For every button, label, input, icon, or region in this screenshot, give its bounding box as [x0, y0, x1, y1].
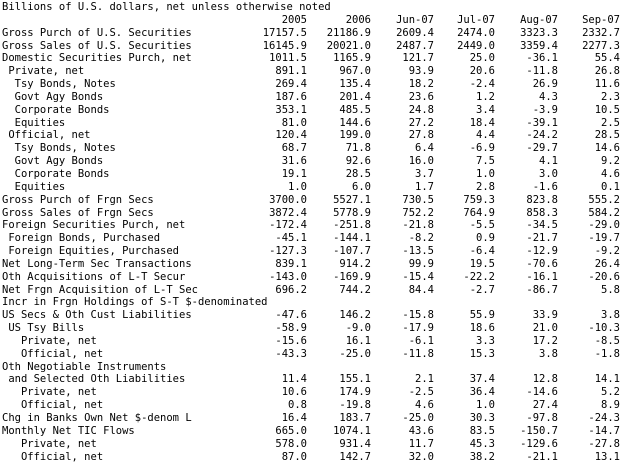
row-label: US Secs & Oth Cust Liabilities	[2, 309, 192, 322]
row-label: Govt Agy Bonds	[2, 155, 104, 168]
value-cell: 10.5	[594, 103, 620, 116]
value-cell: 14.1	[594, 373, 620, 386]
value-cell: -29.0	[588, 219, 620, 232]
value-cell: 28.5	[345, 167, 371, 180]
value-cell: -3.9	[532, 103, 558, 116]
value-cell: 68.7	[281, 142, 307, 155]
row-label: Tsy Bonds, Notes	[2, 142, 116, 155]
table-row	[2, 91, 620, 104]
table-row	[2, 284, 620, 297]
value-cell: 20.6	[469, 65, 495, 78]
column-header: 2005	[281, 13, 307, 26]
value-cell: 99.9	[408, 257, 434, 270]
value-cell: 183.7	[339, 412, 371, 424]
value-cell: -58.9	[275, 322, 307, 335]
value-cell: -107.7	[333, 245, 371, 258]
value-cell: 15.3	[469, 347, 495, 360]
value-cell: -16.1	[526, 270, 558, 283]
value-cell: 45.3	[469, 437, 495, 450]
value-cell: 87.0	[281, 450, 307, 463]
value-cell: 8.9	[601, 399, 620, 412]
value-cell: -13.5	[402, 245, 434, 258]
value-cell: 4.1	[539, 155, 558, 168]
row-label: Official, net	[2, 129, 91, 142]
column-header: 2006	[345, 13, 371, 26]
value-cell: -8.5	[594, 334, 620, 347]
table-row	[2, 207, 620, 220]
value-cell: 16.0	[408, 155, 434, 168]
value-cell: 4.4	[476, 129, 495, 142]
value-cell: 84.4	[408, 283, 434, 296]
tic-flows-table	[2, 14, 620, 464]
value-cell: 3.4	[476, 103, 495, 116]
value-cell: 3.8	[539, 347, 558, 360]
value-cell: 353.1	[275, 103, 307, 116]
value-cell: -22.2	[463, 270, 495, 283]
value-cell: 37.4	[469, 373, 495, 386]
value-cell: -25.0	[402, 412, 434, 424]
value-cell: 31.6	[281, 155, 307, 168]
table-row	[2, 348, 620, 361]
row-label: Tsy Bonds, Notes	[2, 78, 116, 91]
value-cell: -19.7	[588, 232, 620, 245]
value-cell: 27.2	[408, 116, 434, 129]
table-row	[2, 386, 620, 399]
value-cell: 967.0	[339, 65, 371, 78]
value-cell: 33.9	[532, 309, 558, 322]
table-row	[2, 232, 620, 245]
row-label: Private, net	[2, 334, 97, 347]
value-cell: -25.0	[339, 347, 371, 360]
value-cell: -27.8	[588, 437, 620, 450]
value-cell: 0.8	[288, 399, 307, 412]
value-cell: 17157.5	[262, 26, 307, 39]
value-cell: 36.4	[469, 386, 495, 399]
value-cell: 752.2	[402, 206, 434, 219]
value-cell: 1.2	[476, 90, 495, 103]
value-cell: 199.0	[339, 129, 371, 142]
table-row	[2, 245, 620, 258]
row-label: Official, net	[2, 399, 104, 412]
units-caption: Billions of U.S. dollars, net unless otherwise noted	[2, 1, 331, 13]
table-row	[2, 52, 620, 65]
value-cell: 839.1	[275, 257, 307, 270]
value-cell: 0.1	[601, 180, 620, 193]
value-cell: 27.4	[532, 399, 558, 412]
value-cell: -97.8	[526, 412, 558, 424]
value-cell: 1.7	[415, 180, 434, 193]
value-cell: 55.9	[469, 309, 495, 322]
value-cell: 696.2	[275, 283, 307, 296]
value-cell: 269.4	[275, 78, 307, 91]
value-cell: -127.3	[269, 245, 307, 258]
value-cell: 2609.4	[396, 26, 434, 39]
value-cell: 3.8	[601, 309, 620, 322]
value-cell: 744.2	[339, 283, 371, 296]
row-label: Corporate Bonds	[2, 167, 110, 180]
value-cell: -169.9	[333, 270, 371, 283]
value-cell: 21186.9	[326, 26, 371, 39]
value-cell: -2.7	[469, 283, 495, 296]
section-heading: Oth Negotiable Instruments	[2, 360, 167, 373]
table-row	[2, 168, 620, 181]
value-cell: 4.6	[415, 399, 434, 412]
column-header: Jun-07	[396, 13, 434, 26]
value-cell: 13.1	[594, 450, 620, 463]
row-label: Private, net	[2, 437, 97, 450]
value-cell: 2.3	[601, 90, 620, 103]
value-cell: 3323.3	[520, 26, 558, 39]
row-label: Gross Purch of U.S. Securities	[2, 26, 192, 39]
value-cell: 19.5	[469, 257, 495, 270]
header-label-cell	[2, 14, 246, 27]
value-cell: 25.0	[469, 52, 495, 65]
table-row	[2, 412, 620, 425]
value-cell: 120.4	[275, 129, 307, 142]
value-cell: -6.1	[408, 334, 434, 347]
value-cell: 1011.5	[269, 52, 307, 65]
value-cell: 2474.0	[457, 26, 495, 39]
row-label: Equities	[2, 116, 66, 129]
value-cell: -143.0	[269, 270, 307, 283]
row-label: Private, net	[2, 65, 85, 78]
value-cell: 3.7	[415, 167, 434, 180]
table-row	[2, 258, 620, 271]
value-cell: -70.6	[526, 257, 558, 270]
value-cell: 891.1	[275, 65, 307, 78]
value-cell: 584.2	[588, 206, 620, 219]
value-cell: 3700.0	[269, 193, 307, 206]
value-cell: 578.0	[275, 437, 307, 450]
value-cell: 16.1	[345, 334, 371, 347]
column-header: Sep-07	[582, 13, 620, 26]
value-cell: 81.0	[281, 116, 307, 129]
row-label: Foreign Securities Purch, net	[2, 219, 186, 232]
value-cell: 174.9	[339, 386, 371, 399]
value-cell: 11.4	[281, 373, 307, 386]
value-cell: -21.8	[402, 219, 434, 232]
value-cell: 10.6	[281, 386, 307, 399]
value-cell: 2.1	[415, 373, 434, 386]
value-cell: 0.9	[476, 232, 495, 245]
value-cell: -6.9	[469, 142, 495, 155]
value-cell: -43.3	[275, 347, 307, 360]
table-row	[2, 322, 620, 335]
row-label: Equities	[2, 180, 66, 193]
value-cell: -9.2	[594, 245, 620, 258]
row-label: US Tsy Bills	[2, 322, 85, 335]
value-cell: 30.3	[469, 412, 495, 424]
value-cell: 730.5	[402, 193, 434, 206]
value-cell: -1.8	[594, 347, 620, 360]
value-cell: 4.3	[539, 90, 558, 103]
value-cell: 24.8	[408, 103, 434, 116]
row-label: Govt Agy Bonds	[2, 90, 104, 103]
value-cell: -251.8	[333, 219, 371, 232]
value-cell: 1165.9	[333, 52, 371, 65]
value-cell: -15.6	[275, 334, 307, 347]
value-cell: 187.6	[275, 90, 307, 103]
value-cell: 2.5	[601, 116, 620, 129]
value-cell: -17.9	[402, 322, 434, 335]
value-cell: 27.8	[408, 129, 434, 142]
table-row	[2, 181, 620, 194]
value-cell: -129.6	[520, 437, 558, 450]
value-cell: 144.6	[339, 116, 371, 129]
value-cell: 16145.9	[262, 39, 307, 52]
value-cell: 5.8	[601, 283, 620, 296]
value-cell: 121.7	[402, 52, 434, 65]
value-cell: 2332.7	[582, 26, 620, 39]
value-cell: -172.4	[269, 219, 307, 232]
table-row	[2, 142, 620, 155]
value-cell: -11.8	[402, 347, 434, 360]
value-cell: -2.4	[469, 78, 495, 91]
value-cell: 7.5	[476, 155, 495, 168]
value-cell: 2487.7	[396, 39, 434, 52]
table-row	[2, 451, 620, 464]
row-label: Domestic Securities Purch, net	[2, 52, 192, 65]
row-label: Corporate Bonds	[2, 103, 110, 116]
value-cell: 18.4	[469, 116, 495, 129]
row-label: Gross Sales of U.S. Securities	[2, 39, 192, 52]
value-cell: -19.8	[339, 399, 371, 412]
table-row	[2, 271, 620, 284]
value-cell: 2449.0	[457, 39, 495, 52]
value-cell: 18.2	[408, 78, 434, 91]
value-cell: -12.9	[526, 245, 558, 258]
value-cell: -10.3	[588, 322, 620, 335]
value-cell: -20.6	[588, 270, 620, 283]
value-cell: 9.2	[601, 155, 620, 168]
table-row	[2, 194, 620, 207]
column-header: Aug-07	[520, 13, 558, 26]
table-row	[2, 373, 620, 386]
row-label: Gross Purch of Frgn Secs	[2, 193, 154, 206]
value-cell: 1074.1	[333, 424, 371, 437]
value-cell: 1.0	[288, 180, 307, 193]
value-cell: -8.2	[408, 232, 434, 245]
value-cell: -150.7	[520, 424, 558, 437]
value-cell: -5.5	[469, 219, 495, 232]
value-cell: 3.0	[539, 167, 558, 180]
table-row	[2, 155, 620, 168]
value-cell: 555.2	[588, 193, 620, 206]
value-cell: -14.6	[526, 386, 558, 399]
table-row	[2, 425, 620, 438]
value-cell: -47.6	[275, 309, 307, 322]
value-cell: 17.2	[532, 334, 558, 347]
value-cell: 135.4	[339, 78, 371, 91]
value-cell: 155.1	[339, 373, 371, 386]
value-cell: 19.1	[281, 167, 307, 180]
value-cell: 931.4	[339, 437, 371, 450]
value-cell: 485.5	[339, 103, 371, 116]
value-cell: 5.2	[601, 386, 620, 399]
value-cell: 201.4	[339, 90, 371, 103]
value-cell: 32.0	[408, 450, 434, 463]
value-cell: -39.1	[526, 116, 558, 129]
value-cell: 26.9	[532, 78, 558, 91]
value-cell: 2.8	[476, 180, 495, 193]
value-cell: 71.8	[345, 142, 371, 155]
value-cell: 914.2	[339, 257, 371, 270]
value-cell: -6.4	[469, 245, 495, 258]
value-cell: -144.1	[333, 232, 371, 245]
value-cell: 21.0	[532, 322, 558, 335]
value-cell: 83.5	[469, 424, 495, 437]
value-cell: 3359.4	[520, 39, 558, 52]
value-cell: -21.7	[526, 232, 558, 245]
row-label: Oth Acquisitions of L-T Secur	[2, 270, 186, 283]
table-row	[2, 40, 620, 53]
value-cell: 38.2	[469, 450, 495, 463]
row-label: Net Frgn Acquisition of L-T Sec	[2, 283, 198, 296]
value-cell: -29.7	[526, 142, 558, 155]
value-cell: 93.9	[408, 65, 434, 78]
value-cell: 23.6	[408, 90, 434, 103]
value-cell: 92.6	[345, 155, 371, 168]
value-cell: 142.7	[339, 450, 371, 463]
value-cell: 26.4	[594, 257, 620, 270]
row-label: Official, net	[2, 347, 104, 360]
value-cell: 3.3	[476, 334, 495, 347]
value-cell: -14.7	[588, 424, 620, 437]
value-cell: -24.2	[526, 129, 558, 142]
value-cell: 26.8	[594, 65, 620, 78]
value-cell: 6.4	[415, 142, 434, 155]
value-cell: -11.8	[526, 65, 558, 78]
value-cell: 858.3	[526, 206, 558, 219]
table-row	[2, 65, 620, 78]
value-cell: -24.3	[588, 412, 620, 424]
section-heading: Incr in Frgn Holdings of S-T $-denominated	[2, 296, 268, 309]
table-row	[2, 438, 620, 451]
table-row	[2, 27, 620, 40]
table-body	[2, 27, 620, 464]
row-label: Private, net	[2, 386, 97, 399]
value-cell: 4.6	[601, 167, 620, 180]
table-row	[2, 219, 620, 232]
value-cell: 11.6	[594, 78, 620, 91]
value-cell: 43.6	[408, 424, 434, 437]
value-cell: -86.7	[526, 283, 558, 296]
value-cell: 2277.3	[582, 39, 620, 52]
table-row	[2, 117, 620, 130]
row-label: Monthly Net TIC Flows	[2, 424, 135, 437]
value-cell: -9.0	[345, 322, 371, 335]
value-cell: 823.8	[526, 193, 558, 206]
value-cell: -15.4	[402, 270, 434, 283]
value-cell: 665.0	[275, 424, 307, 437]
table-row	[2, 129, 620, 142]
value-cell: 1.0	[476, 167, 495, 180]
value-cell: 11.7	[408, 437, 434, 450]
table-row	[2, 335, 620, 348]
value-cell: 18.6	[469, 322, 495, 335]
table-row	[2, 104, 620, 117]
row-label: Foreign Bonds, Purchased	[2, 232, 161, 245]
table-row	[2, 78, 620, 91]
row-label: Gross Sales of Frgn Secs	[2, 206, 154, 219]
value-cell: -45.1	[275, 232, 307, 245]
header-row	[2, 14, 620, 27]
value-cell: 16.4	[281, 412, 307, 424]
table-row	[2, 361, 620, 374]
value-cell: 14.6	[594, 142, 620, 155]
value-cell: -36.1	[526, 52, 558, 65]
row-label: Chg in Banks Own Net $-denom L	[2, 412, 192, 424]
table-row	[2, 399, 620, 412]
row-label: Foreign Equities, Purchased	[2, 245, 180, 258]
value-cell: -1.6	[532, 180, 558, 193]
row-label: Net Long-Term Sec Transactions	[2, 257, 192, 270]
value-cell: -34.5	[526, 219, 558, 232]
value-cell: 55.4	[594, 52, 620, 65]
value-cell: 5778.9	[333, 206, 371, 219]
table-row	[2, 296, 620, 309]
row-label: and Selected Oth Liabilities	[2, 373, 186, 386]
table-row	[2, 309, 620, 322]
value-cell: -21.1	[526, 450, 558, 463]
value-cell: 759.3	[463, 193, 495, 206]
value-cell: -2.5	[408, 386, 434, 399]
value-cell: 20021.0	[326, 39, 371, 52]
value-cell: -15.8	[402, 309, 434, 322]
value-cell: 12.8	[532, 373, 558, 386]
value-cell: 28.5	[594, 129, 620, 142]
value-cell: 146.2	[339, 309, 371, 322]
value-cell: 6.0	[352, 180, 371, 193]
value-cell: 1.0	[476, 399, 495, 412]
value-cell: 5527.1	[333, 193, 371, 206]
value-cell: 764.9	[463, 206, 495, 219]
column-header: Jul-07	[457, 13, 495, 26]
row-label: Official, net	[2, 450, 104, 463]
value-cell: 3872.4	[269, 206, 307, 219]
